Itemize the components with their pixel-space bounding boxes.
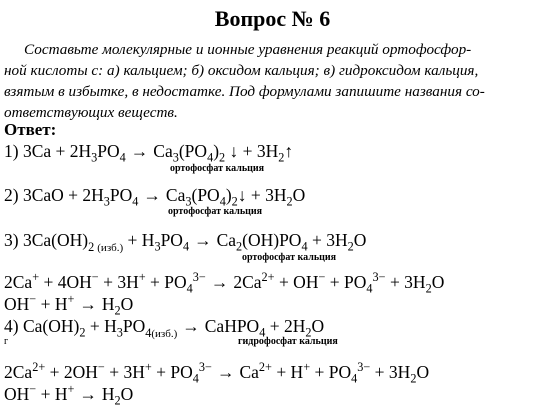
short-ionic-equation-3: $OH^- + H^+ \to H_2O$: [4, 292, 134, 318]
equation-4-name: гидрофосфат кальция: [238, 336, 338, 347]
equation-3: 3) $3Ca(OH)_{2 (изб.)} + H_3PO_4 \to Ca_2(OH)PO_4 + 3H_2O$: [4, 230, 367, 254]
equation-1-name: ортофосфат кальция: [170, 163, 265, 174]
equation-2: 2) $3CaO + 2H_3PO_4$ → $Ca_3(PO_4)_2↓ + 3H_2O$: [4, 185, 306, 209]
short-ionic-equation-4: $OH^- + H^+ \to H_2O$: [4, 382, 134, 408]
equation-1: 1) $3Ca + 2H_3PO_4 \to Ca_3(PO_4)_2$ ↓ + $3H_2↑$: [4, 141, 294, 165]
equation-4: 4) $Ca(OH)_2 + H_3PO_{4(изб.)}$ → CaHPO$_4$ + $2H_2O$: [4, 316, 325, 340]
ionic-equation-4: $2Ca^{2+} + 2OH^- + 3H^+ + PO_4^{3-} \to Ca^{2+} + H^+ + PO_4^{3-} + 3H_2O$: [4, 360, 430, 386]
equation-3-name: ортофосфат кальция: [242, 252, 337, 263]
page-title: Вопрос № 6: [214, 6, 331, 31]
task-line-4: ответствующих веществ.: [4, 104, 178, 121]
answer-label: Ответ:: [4, 120, 57, 139]
ionic-equation-3: $2Ca^+ + 4OH^- + 3H^+ + PO_4^{3-} \to 2Ca^{2+} + OH^- + PO_4^{3-} + 3H_2O$: [4, 270, 445, 296]
equation-4-prefix: г: [4, 336, 9, 347]
task-line-1: Составьте молекулярные и ионные уравнения реакций ортофосфор-: [24, 41, 472, 58]
task-line-2: ной кислоты с: а) кальцием; б) оксидом кальция; в) гидроксидом кальция,: [4, 62, 479, 79]
task-line-3: взятым в избытке, в недостатке. Под формулами запишите названия со-: [4, 83, 485, 100]
equation-2-name: ортофосфат кальция: [168, 206, 263, 217]
